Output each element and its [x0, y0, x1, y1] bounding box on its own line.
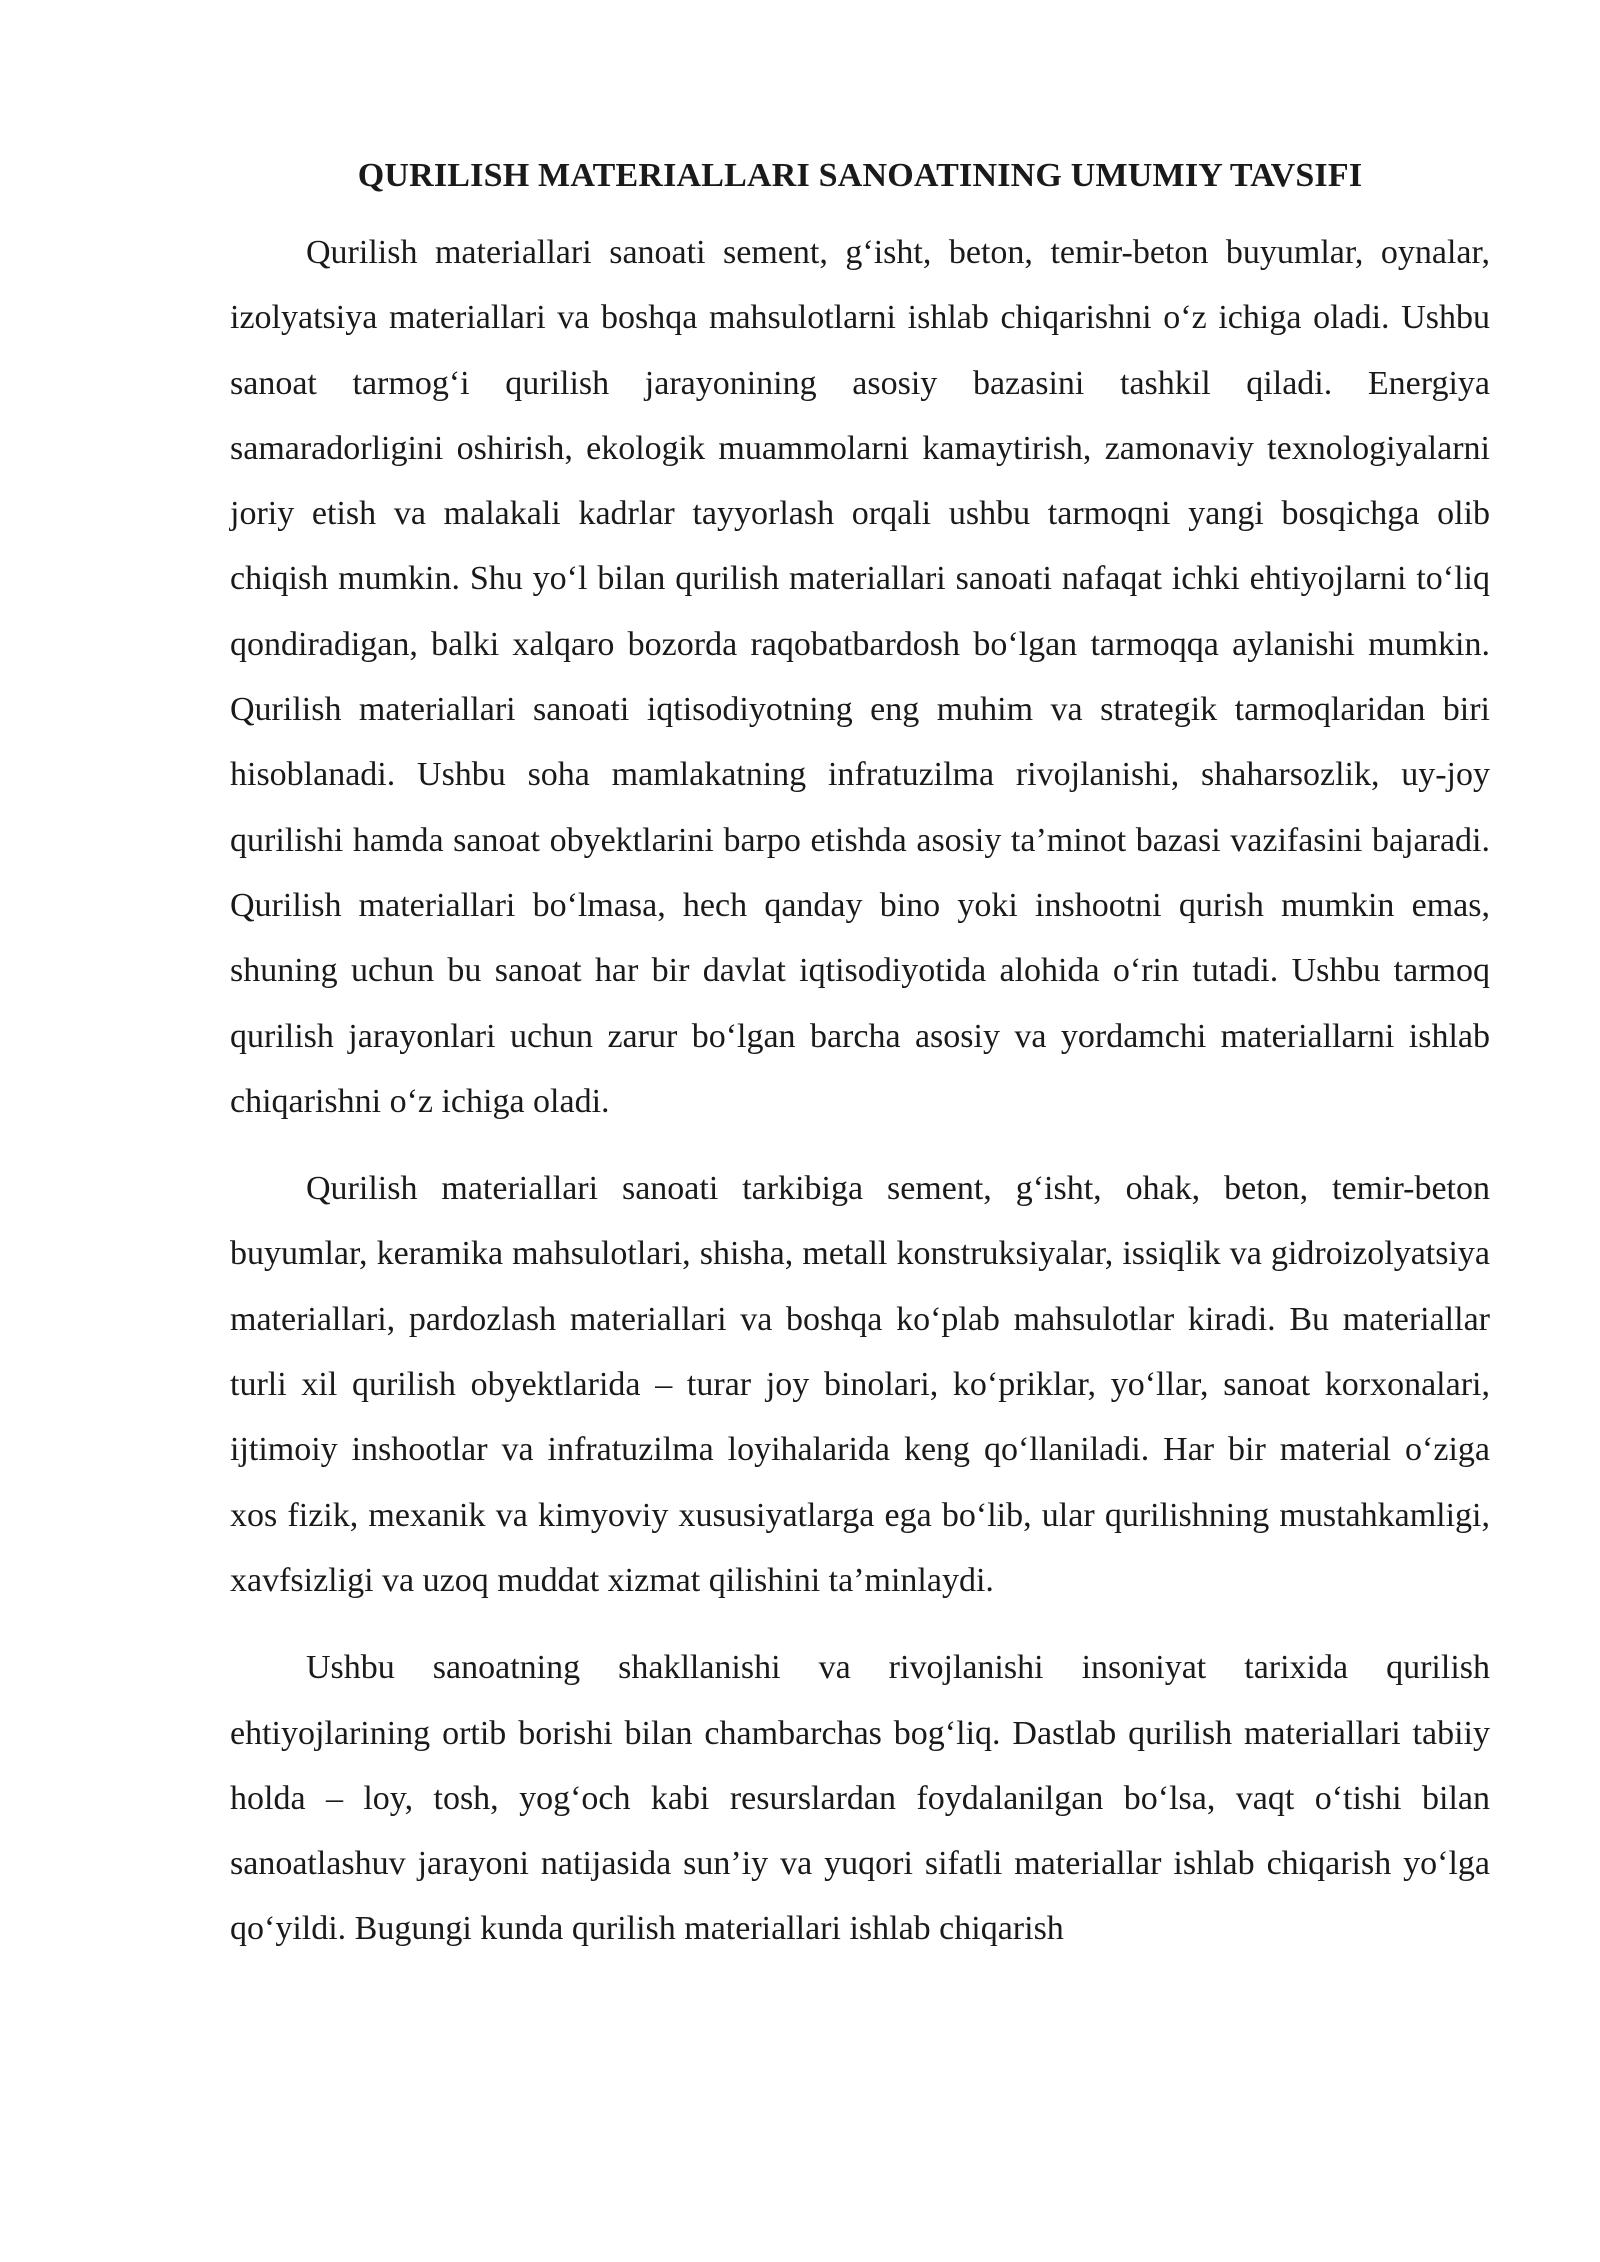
paragraph-2: Qurilish materiallari sanoati tarkibiga sement, g‘isht, ohak, beton, temir-beton buyumlar, keramika mahsulotlari, shisha, metall konstruksiyalar, issiqlik va gidroizolyatsiya materiallari, pardozlash materiallari va boshqa ko‘plab mahsulotlar kiradi. Bu materiallar turli xil qurilish obyektlarida – turar joy binolari, ko‘priklar, yo‘llar, sanoat korxonalari, ijtimoiy inshootlar va infratuzilma loyihalarida keng qo‘llaniladi. Har bir material o‘ziga xos fizik, mexanik va kimyoviy xususiyatlarga ega bo‘lib, ular qurilishning mustahkamligi, xavfsizligi va uzoq muddat xizmat qilishini ta’minlaydi.: [230, 1170, 1490, 1599]
document-title: QURILISH MATERIALLARI SANOATINING UMUMIY TAVSIFI: [357, 157, 1363, 194]
paragraph-3: Ushbu sanoatning shakllanishi va rivojlanishi insoniyat tarixida qurilish ehtiyojlarining ortib borishi bilan chambarchas bog‘liq. Dastlab qurilish materiallari tabiiy holda – loy, tosh, yog‘och kabi resurslardan foydalanilgan bo‘lsa, vaqt o‘tishi bilan sanoatlashuv jarayoni natijasida sun’iy va yuqori sifatli materiallar ishlab chiqarish yo‘lga qo‘yildi. Bugungi kunda qurilish materiallari ishlab chiqarish: [230, 1649, 1490, 1948]
document-body: [230, 150, 1490, 1984]
paragraph-1: Qurilish materiallari sanoati sement, g‘isht, beton, temir-beton buyumlar, oynalar, izolyatsiya materiallari va boshqa mahsulotlarni ishlab chiqarishni o‘z ichiga oladi. Ushbu sanoat tarmog‘i qurilish jarayonining asosiy bazasini tashkil qiladi. Energiya samaradorligini oshirish, ekologik muammolarni kamaytirish, zamonaviy texnologiyalarni joriy etish va malakali kadrlar tayyorlash orqali ushbu tarmoqni yangi bosqichga olib chiqish mumkin. Shu yo‘l bilan qurilish materiallari sanoati nafaqat ichki ehtiyojlarni to‘liq qondiradigan, balki xalqaro bozorda raqobatbardosh bo‘lgan tarmoqqa aylanishi mumkin. Qurilish materiallari sanoati iqtisodiyotning eng muhim va strategik tarmoqlaridan biri hisoblanadi. Ushbu soha mamlakatning infratuzilma rivojlanishi, shaharsozlik, uy-joy qurilishi hamda sanoat obyektlarini barpo etishda asosiy ta’minot bazasi vazifasini bajaradi. Qurilish materiallari bo‘lmasa, hech qanday bino yoki inshootni qurish mumkin emas, shuning uchun bu sanoat har bir davlat iqtisodiyotida alohida o‘rin tutadi. Ushbu tarmoq qurilish jarayonlari uchun zarur bo‘lgan barcha asosiy va yordamchi materiallarni ishlab chiqarishni o‘z ichiga oladi.: [230, 234, 1490, 1120]
